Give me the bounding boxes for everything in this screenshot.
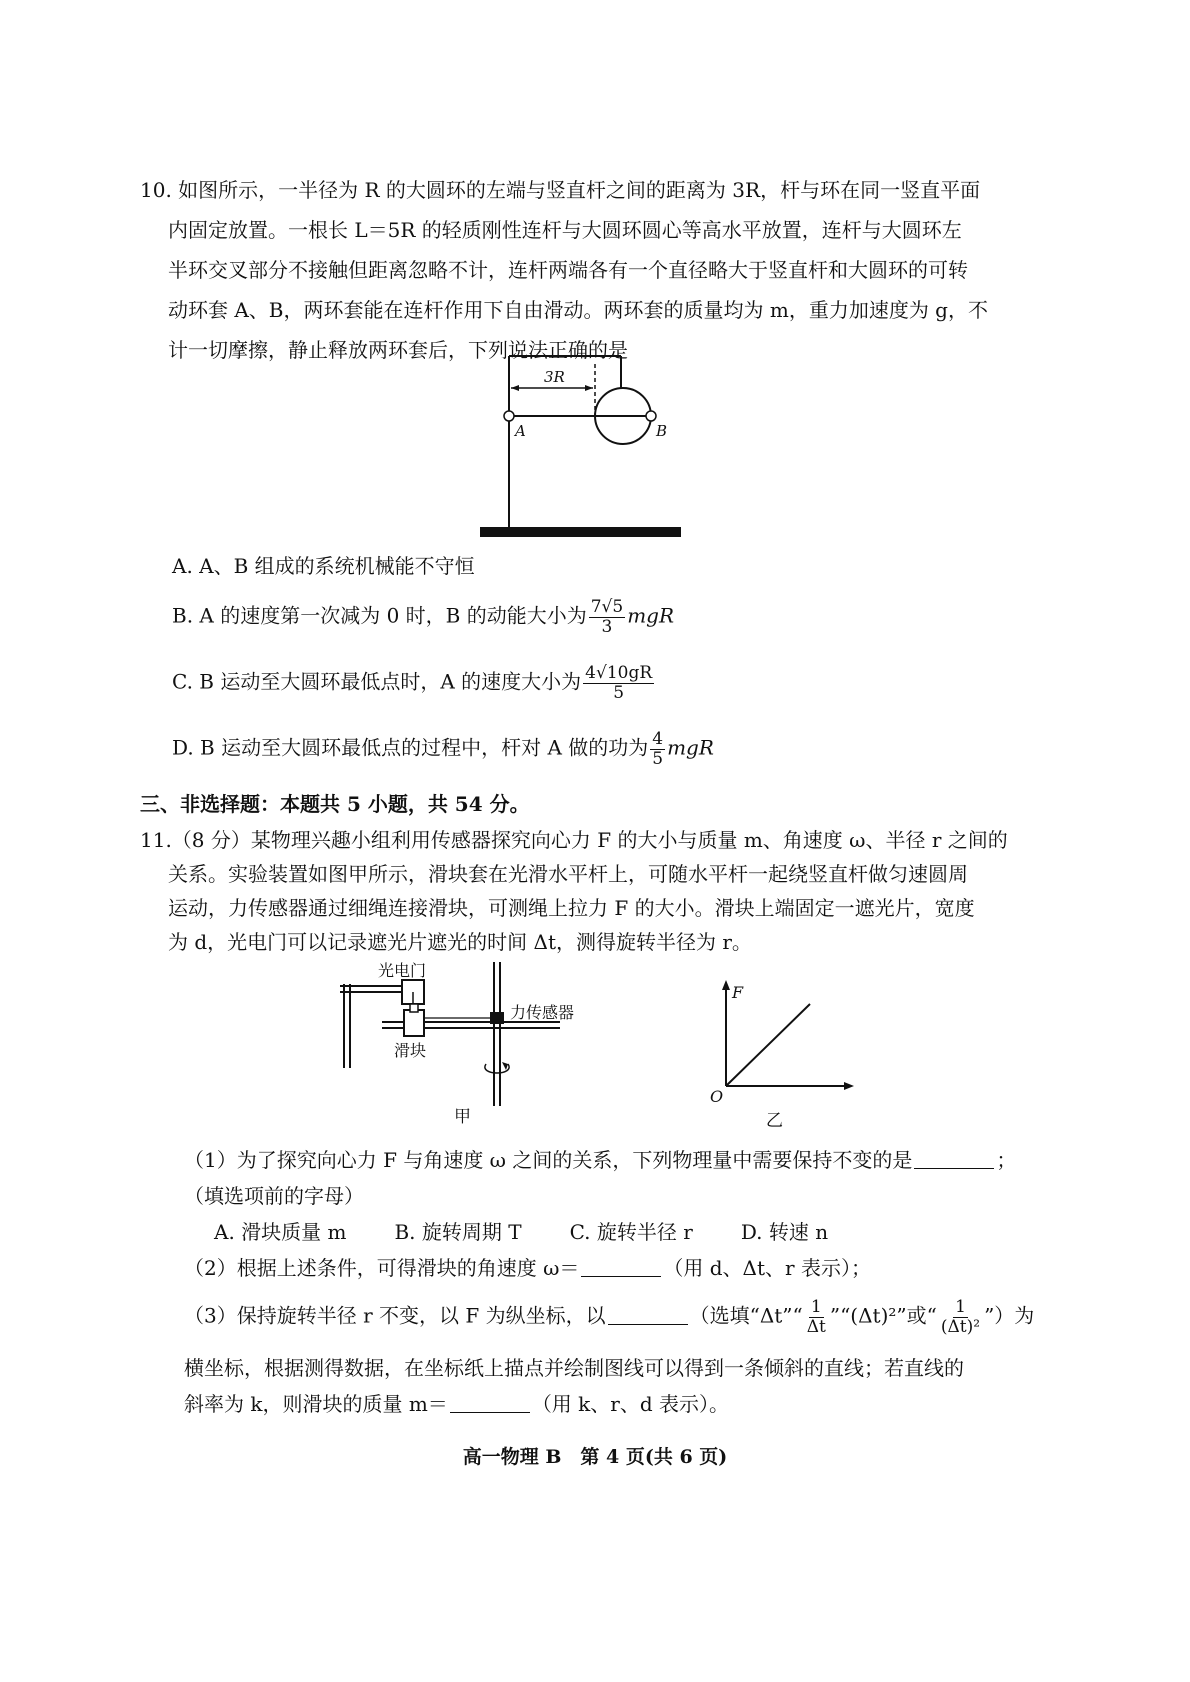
option-c-text: C. B 运动至大圆环最低点时，A 的速度大小为 [172,669,582,694]
q10-line-2: 内固定放置。一根长 L＝5R 的轻质刚性连杆与大圆环圆心等高水平放置，连杆与大圆环左 [168,218,962,242]
q11-line-4: 为 d，光电门可以记录遮光片遮光的时间 Δt，测得旋转半径为 r。 [168,930,752,954]
option-d-text: D. B 运动至大圆环最低点的过程中，杆对 A 做的功为 [172,735,649,760]
q11-sub1 [184,1144,1016,1173]
sub3-mid2: ”“(Δt)²”或“ [829,1303,937,1328]
q10-line-1: 10. 如图所示，一半径为 R 的大圆环的左端与竖直杆之间的距离为 3R，杆与环在同一竖直平面 [140,178,981,202]
y-axis-label: F [732,983,744,1002]
fraction-numerator: 1 [810,1297,822,1317]
option-c-fraction [583,664,654,702]
fraction-numerator: 7√5 [590,597,624,617]
sub3-text: （3）保持旋转半径 r 不变，以 F 为纵坐标，以 [184,1303,606,1328]
q10-line-5: 计一切摩擦，静止释放两环套后，下列说法正确的是 [168,338,628,362]
sub1-text: （1）为了探究向心力 F 与角速度 ω 之间的关系，下列物理量中需要保持不变的是 [184,1148,913,1172]
fraction-denominator: 5 [613,682,625,703]
label-a: A [515,422,526,440]
collar-b [646,411,656,421]
ground-base [480,527,681,537]
fraction-denominator: 5 [652,748,664,769]
caption-yi: 乙 [766,1111,783,1131]
sub3-fraction-2 [939,1298,982,1336]
caption-jia: 甲 [454,1107,471,1127]
sub1-end: ； [996,1148,1017,1172]
fraction-denominator: Δt [806,1316,826,1337]
fraction-numerator: 4√10gR [585,663,653,683]
force-sensor [490,1012,504,1024]
fraction-denominator: (Δt)² [940,1316,981,1337]
fraction-numerator: 4 [652,729,664,749]
option-d-unit: mgR [667,735,714,760]
sub3-line3-post: （用 k、r、d 表示）。 [531,1392,730,1416]
q11-sub3-line-3 [184,1388,729,1417]
sub1-option-a: A. 滑块质量 m [214,1220,347,1244]
q10-line-4: 动环套 A、B，两环套能在连杆作用下自由滑动。两环套的质量均为 m，重力加速度为 g，不 [168,298,988,322]
q11-sub1-note: （填选项前的字母） [184,1184,364,1208]
sensor-label: 力传感器 [510,1003,575,1022]
q10-option-d [172,730,714,768]
origin-label: O [710,1087,724,1106]
q10-option-b [172,598,674,636]
q11-sub1-options [214,1216,828,1245]
q11-line-2: 关系。实验装置如图甲所示，滑块套在光滑水平杆上，可随水平杆一起绕竖直杆做匀速圆周 [168,862,968,886]
answer-blank-3[interactable] [608,1304,688,1325]
graph-line [726,1004,810,1086]
figure-jia [330,956,610,1128]
option-b-text: B. A 的速度第一次减为 0 时，B 的动能大小为 [172,603,587,628]
sub1-option-b: B. 旋转周期 T [394,1220,522,1244]
q10-line-3: 半环交叉部分不接触但距离忽略不计，连杆两端各有一个直径略大于竖直杆和大圆环的可转 [168,258,968,282]
q11-line-1: 11.（8 分）某物理兴趣小组利用传感器探究向心力 F 的大小与质量 m、角速度 ω、半径 r 之间的 [140,828,1008,852]
q10-figure [470,350,700,550]
page-footer: 高一物理 B 第 4 页(共 6 页) [462,1446,728,1468]
q11-sub3-line-2: 横坐标，根据测得数据，在坐标纸上描点并绘制图线可以得到一条倾斜的直线；若直线的 [184,1356,964,1380]
sub2-post: （用 d、Δt、r 表示）； [663,1256,871,1280]
figure-yi [700,976,860,1132]
sub3-mid1: （选填“Δt”“ [689,1303,803,1328]
label-b: B [656,422,668,440]
fraction-numerator: 1 [955,1297,966,1317]
slider-block [404,1010,424,1036]
q11-sub2 [184,1252,871,1281]
sub3-end: ”）为 [984,1303,1035,1328]
q10-option-c [172,664,656,702]
sub2-text: （2）根据上述条件，可得滑块的角速度 ω＝ [184,1256,580,1280]
sub3-fraction-1 [805,1298,828,1336]
section-3-heading: 三、非选择题：本题共 5 小题，共 54 分。 [140,792,530,816]
q11-sub3 [184,1298,1034,1336]
q10-option-a: A. A、B 组成的系统机械能不守恒 [172,554,475,578]
answer-blank-1[interactable] [914,1148,994,1169]
sub1-option-d: D. 转速 n [740,1220,829,1244]
dimension-label: 3R [544,368,565,386]
q11-line-3: 运动，力传感器通过细绳连接滑块，可测绳上拉力 F 的大小。滑块上端固定一遮光片，宽度 [168,896,975,920]
photogate-label: 光电门 [378,961,427,980]
answer-blank-4[interactable] [450,1392,530,1413]
sub3-line3-text: 斜率为 k，则滑块的质量 m＝ [184,1392,448,1416]
option-d-fraction [650,730,665,768]
fraction-denominator: 3 [601,616,613,637]
collar-a [504,411,514,421]
option-b-fraction [589,598,625,636]
answer-blank-2[interactable] [581,1256,661,1277]
sub1-option-c: C. 旋转半径 r [569,1220,693,1244]
option-b-unit: mgR [627,603,675,628]
slider-label: 滑块 [394,1041,427,1060]
